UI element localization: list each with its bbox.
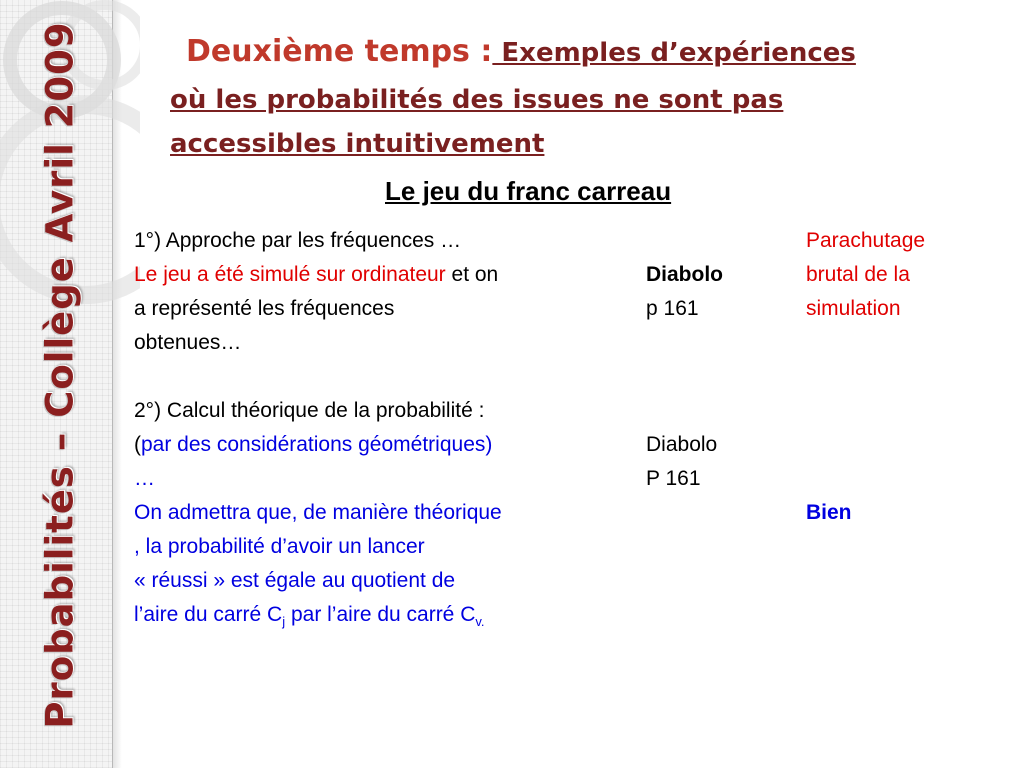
heading-sub-line1: Exemples d’expériences	[492, 38, 856, 68]
s2-line4: On admettra que, de manière théorique	[134, 501, 502, 524]
s1-line3: a représenté les fréquences	[134, 297, 395, 320]
slide-heading	[170, 30, 990, 166]
heading-lead: Deuxième temps :	[186, 34, 493, 69]
ref2-page: P 161	[646, 467, 701, 490]
note1-line3: simulation	[806, 297, 901, 320]
s1-line1: 1°) Approche par les fréquences …	[134, 229, 462, 252]
side-title: Probabilités – Collège Avril 2009	[38, 21, 82, 729]
s1-line2	[134, 258, 498, 292]
s2-line7	[134, 598, 485, 639]
s1-line2-tail: et on	[445, 263, 499, 286]
s2-line7-sub2: v.	[475, 614, 485, 630]
s2-line5: , la probabilité d’avoir un lancer	[134, 535, 425, 558]
s2-line2	[134, 428, 492, 462]
note1-line1: Parachutage	[806, 229, 926, 252]
s1-line2-red: Le jeu a été simulé sur ordinateur	[134, 263, 446, 286]
ref1-page: p 161	[646, 297, 699, 320]
s2-line7-sub1: j	[282, 614, 286, 630]
slide-subtitle: Le jeu du franc carreau	[385, 176, 672, 206]
note2: Bien	[806, 501, 852, 524]
s1-line4: obtenues…	[134, 331, 242, 354]
ref1-name: Diabolo	[646, 263, 723, 286]
heading-sub-line2: où les probabilités des issues ne sont pas	[170, 85, 784, 115]
s2-line2-blue: par des considérations géométriques)	[141, 433, 493, 456]
s2-line1: 2°) Calcul théorique de la probabilité :	[134, 399, 485, 422]
ref2-name: Diabolo	[646, 433, 718, 456]
s2-line7-a: l’aire du carré C	[134, 603, 283, 626]
heading-sub-line3: accessibles intuitivement	[170, 129, 545, 159]
s2-line3: …	[134, 467, 155, 490]
note1-line2: brutal de la	[806, 263, 910, 286]
s2-line6: « réussi » est égale au quotient de	[134, 569, 456, 592]
s2-line2-open: (	[134, 433, 141, 456]
s2-line7-b: par l’aire du carré C	[285, 603, 476, 626]
